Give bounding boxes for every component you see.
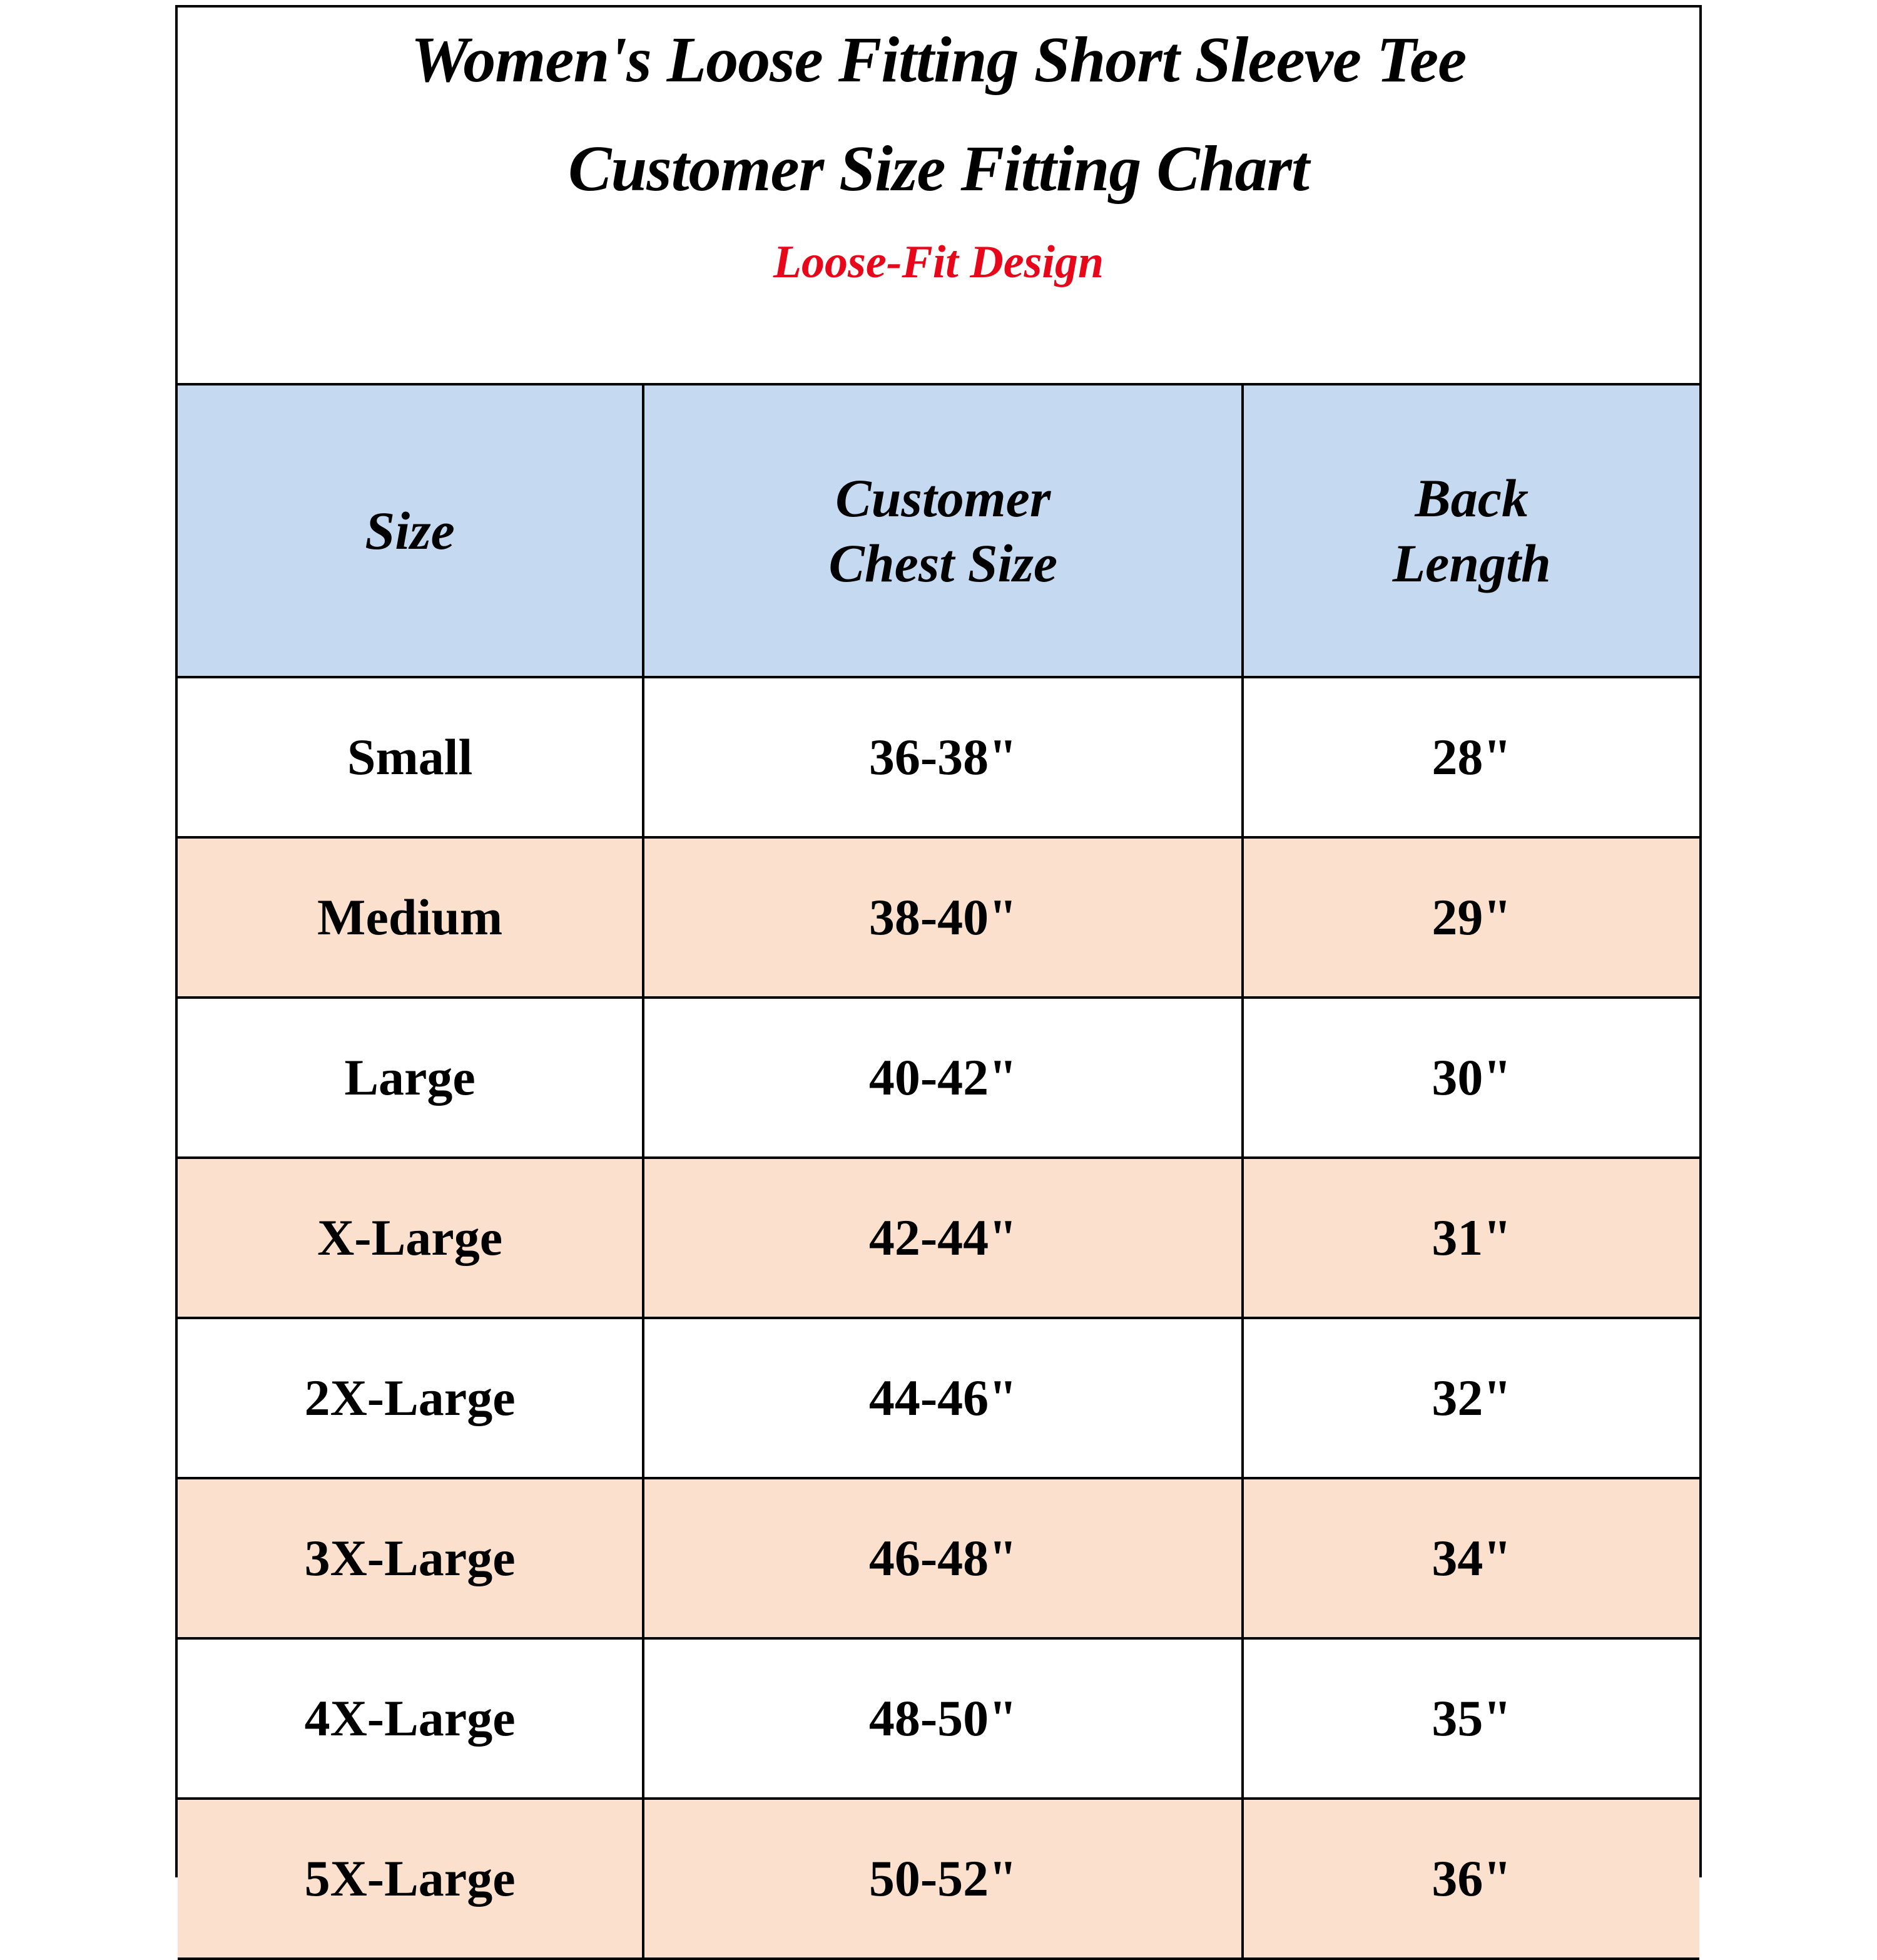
cell-back: 30" bbox=[1243, 998, 1699, 1158]
page-title-line-2: Customer Size Fitting Chart bbox=[568, 133, 1309, 205]
column-header-back bbox=[1243, 385, 1699, 677]
cell-back: 31" bbox=[1243, 1158, 1699, 1318]
cell-back: 36" bbox=[1243, 1799, 1699, 1959]
column-header-chest bbox=[643, 385, 1243, 677]
cell-back: 28" bbox=[1243, 677, 1699, 837]
page-title-line-1: Women's Loose Fitting Short Sleeve Tee bbox=[410, 24, 1467, 96]
table-row bbox=[178, 677, 1699, 837]
cell-back: 29" bbox=[1243, 837, 1699, 998]
cell-back: 34" bbox=[1243, 1478, 1699, 1638]
cell-size: X-Large bbox=[178, 1158, 643, 1318]
table-row bbox=[178, 1478, 1699, 1638]
table-row bbox=[178, 1638, 1699, 1799]
size-chart-frame bbox=[175, 5, 1702, 1907]
cell-size: Large bbox=[178, 998, 643, 1158]
cell-chest: 44-46" bbox=[643, 1318, 1243, 1478]
column-header-back-line-1: Back bbox=[1415, 468, 1529, 528]
column-header-chest-line-1: Customer bbox=[835, 468, 1051, 528]
column-header-size bbox=[178, 385, 643, 677]
cell-back: 32" bbox=[1243, 1318, 1699, 1478]
cell-chest: 42-44" bbox=[643, 1158, 1243, 1318]
cell-chest: 40-42" bbox=[643, 998, 1243, 1158]
cell-size: 3X-Large bbox=[178, 1478, 643, 1638]
cell-size: 5X-Large bbox=[178, 1799, 643, 1959]
column-header-size-line-1: Size bbox=[365, 501, 455, 561]
size-fitting-table bbox=[178, 385, 1699, 1960]
table-header-row bbox=[178, 385, 1699, 677]
cell-chest: 36-38" bbox=[643, 677, 1243, 837]
column-header-chest-line-2: Chest Size bbox=[828, 533, 1058, 593]
table-row bbox=[178, 837, 1699, 998]
cell-chest: 50-52" bbox=[643, 1799, 1243, 1959]
table-body bbox=[178, 677, 1699, 1959]
cell-size: Medium bbox=[178, 837, 643, 998]
column-header-back-line-2: Length bbox=[1392, 533, 1551, 593]
page-subtitle: Loose-Fit Design bbox=[773, 237, 1104, 288]
cell-chest: 48-50" bbox=[643, 1638, 1243, 1799]
cell-size: Small bbox=[178, 677, 643, 837]
table-header bbox=[178, 385, 1699, 677]
table-row bbox=[178, 1158, 1699, 1318]
table-row bbox=[178, 998, 1699, 1158]
cell-back: 35" bbox=[1243, 1638, 1699, 1799]
table-row bbox=[178, 1799, 1699, 1959]
cell-chest: 38-40" bbox=[643, 837, 1243, 998]
cell-size: 4X-Large bbox=[178, 1638, 643, 1799]
cell-chest: 46-48" bbox=[643, 1478, 1243, 1638]
chart-title-block bbox=[178, 8, 1699, 385]
table-row bbox=[178, 1318, 1699, 1478]
cell-size: 2X-Large bbox=[178, 1318, 643, 1478]
